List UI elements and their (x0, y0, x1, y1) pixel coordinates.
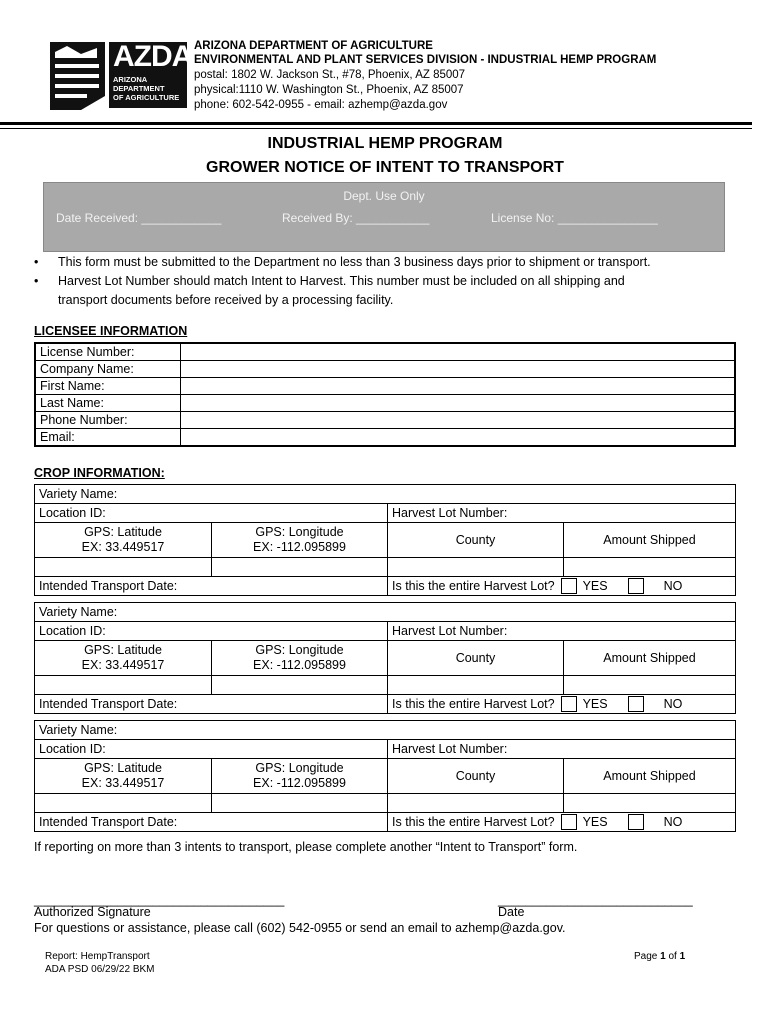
table-row (35, 504, 736, 523)
amount-field[interactable] (564, 794, 736, 813)
longitude-field[interactable] (212, 676, 388, 695)
variety-name[interactable]: Variety Name: (35, 721, 736, 740)
location-id[interactable]: Location ID: (35, 740, 388, 759)
latitude-field[interactable] (35, 558, 212, 577)
licensee-heading: LICENSEE INFORMATION (34, 324, 188, 338)
variety-name[interactable]: Variety Name: (35, 603, 736, 622)
field-label: Last Name: (35, 395, 181, 412)
azda-logo (47, 38, 193, 112)
contact-info: phone: 602-542-0955 - email: azhemp@azda.gov (194, 99, 448, 111)
field-label: Company Name: (35, 361, 181, 378)
report-name: Report: HempTransport (45, 951, 150, 962)
phone-number-field[interactable] (181, 412, 736, 429)
gps-longitude-header: GPS: Longitude EX: -112.095899 (212, 641, 388, 676)
page-number: Page 1 of 1 (634, 951, 686, 962)
entire-lot-question: Is this the entire Harvest Lot? YES NO (388, 695, 736, 714)
field-label: First Name: (35, 378, 181, 395)
table-row (35, 721, 736, 740)
table-row (35, 395, 735, 412)
form-title: INDUSTRIAL HEMP PROGRAM (267, 135, 503, 152)
no-checkbox[interactable] (628, 696, 644, 712)
dept-use-heading: Dept. Use Only (343, 189, 425, 203)
physical-address: physical:1110 W. Washington St., Phoenix, AZ 85007 (194, 84, 464, 96)
table-row (35, 378, 735, 395)
postal-address: postal: 1802 W. Jackson St., #78, Phoenix, AZ 85007 (194, 69, 466, 81)
yes-checkbox[interactable] (561, 814, 577, 830)
transport-date[interactable]: Intended Transport Date: (35, 577, 388, 596)
gps-latitude-header: GPS: Latitude EX: 33.449517 (35, 641, 212, 676)
entire-lot-question: Is this the entire Harvest Lot? YES NO (388, 577, 736, 596)
bullet-dot: • (34, 255, 39, 269)
gps-longitude-header: GPS: Longitude EX: -112.095899 (212, 759, 388, 794)
first-name-field[interactable] (181, 378, 736, 395)
header-rule (0, 122, 752, 125)
table-row (35, 429, 735, 447)
harvest-lot-number[interactable]: Harvest Lot Number: (388, 504, 736, 523)
latitude-field[interactable] (35, 676, 212, 695)
county-field[interactable] (388, 558, 564, 577)
license-number-field[interactable] (181, 343, 736, 361)
org-name: ARIZONA DEPARTMENT OF AGRICULTURE (194, 40, 433, 52)
table-row (35, 343, 735, 361)
header-rule-thin (0, 128, 752, 129)
license-no: License No: _______________ (491, 211, 658, 225)
ada-code: ADA PSD 06/29/22 BKM (45, 964, 155, 975)
transport-date[interactable]: Intended Transport Date: (35, 813, 388, 832)
yes-checkbox[interactable] (561, 696, 577, 712)
yes-checkbox[interactable] (561, 578, 577, 594)
no-checkbox[interactable] (628, 814, 644, 830)
table-row (35, 603, 736, 622)
email-field[interactable] (181, 429, 736, 447)
licensee-table (34, 342, 736, 447)
logo-wordmark: AZDA (113, 40, 193, 73)
table-row (35, 361, 735, 378)
form-subtitle: GROWER NOTICE OF INTENT TO TRANSPORT (206, 159, 564, 176)
harvest-lot-number[interactable]: Harvest Lot Number: (388, 622, 736, 641)
harvest-lot-number[interactable]: Harvest Lot Number: (388, 740, 736, 759)
dept-use-box (43, 182, 725, 252)
amount-shipped-header: Amount Shipped (564, 523, 736, 558)
table-row (35, 759, 736, 794)
received-by: Received By: ___________ (282, 211, 430, 225)
crop-heading: CROP INFORMATION: (34, 466, 165, 480)
county-field[interactable] (388, 794, 564, 813)
field-label: Phone Number: (35, 412, 181, 429)
bullet-2: Harvest Lot Number should match Intent to Harvest. This number must be included on all shipping and (58, 274, 625, 288)
date-received: Date Received: ____________ (56, 211, 222, 225)
location-id[interactable]: Location ID: (35, 504, 388, 523)
amount-shipped-header: Amount Shipped (564, 641, 736, 676)
gps-latitude-header: GPS: Latitude EX: 33.449517 (35, 759, 212, 794)
crop-table-1 (34, 484, 736, 596)
field-label: Email: (35, 429, 181, 447)
location-id[interactable]: Location ID: (35, 622, 388, 641)
table-row (35, 622, 736, 641)
latitude-field[interactable] (35, 794, 212, 813)
date-label: Date (498, 905, 525, 919)
table-row (35, 485, 736, 504)
longitude-field[interactable] (212, 794, 388, 813)
signature-line[interactable]: ____________________________________ (34, 893, 285, 907)
field-label: License Number: (35, 343, 181, 361)
variety-name[interactable]: Variety Name: (35, 485, 736, 504)
signature-label: Authorized Signature (34, 905, 151, 919)
table-row (35, 740, 736, 759)
table-row (35, 577, 736, 596)
table-row (35, 813, 736, 832)
no-checkbox[interactable] (628, 578, 644, 594)
table-row (35, 558, 736, 577)
date-line[interactable]: ____________________________ (498, 893, 693, 907)
crop-table-2 (34, 602, 736, 714)
table-row (35, 695, 736, 714)
division-name: ENVIRONMENTAL AND PLANT SERVICES DIVISION - INDUSTRIAL HEMP PROGRAM (194, 54, 657, 66)
table-row (35, 676, 736, 695)
amount-field[interactable] (564, 558, 736, 577)
amount-shipped-header: Amount Shipped (564, 759, 736, 794)
table-row (35, 523, 736, 558)
gps-latitude-header: GPS: Latitude EX: 33.449517 (35, 523, 212, 558)
contact-line: For questions or assistance, please call (602) 542-0955 or send an email to azhemp@azda.gov. (34, 921, 566, 935)
county-header: County (388, 523, 564, 558)
last-name-field[interactable] (181, 395, 736, 412)
logo-subtitle: ARIZONA DEPARTMENT OF AGRICULTURE (113, 75, 180, 102)
longitude-field[interactable] (212, 558, 388, 577)
company-name-field[interactable] (181, 361, 736, 378)
table-row (35, 641, 736, 676)
gps-longitude-header: GPS: Longitude EX: -112.095899 (212, 523, 388, 558)
table-row (35, 412, 735, 429)
bullet-2-cont: transport documents before received by a processing facility. (58, 293, 394, 307)
crop-table-3 (34, 720, 736, 832)
transport-date[interactable]: Intended Transport Date: (35, 695, 388, 714)
county-field[interactable] (388, 676, 564, 695)
table-row (35, 794, 736, 813)
bullet-dot: • (34, 274, 39, 288)
county-header: County (388, 759, 564, 794)
amount-field[interactable] (564, 676, 736, 695)
entire-lot-question: Is this the entire Harvest Lot? YES NO (388, 813, 736, 832)
footer-note: If reporting on more than 3 intents to transport, please complete another “Intent to Transport” form. (34, 840, 578, 854)
county-header: County (388, 641, 564, 676)
bullet-1: This form must be submitted to the Department no less than 3 business days prior to shipment or transport. (58, 255, 651, 269)
